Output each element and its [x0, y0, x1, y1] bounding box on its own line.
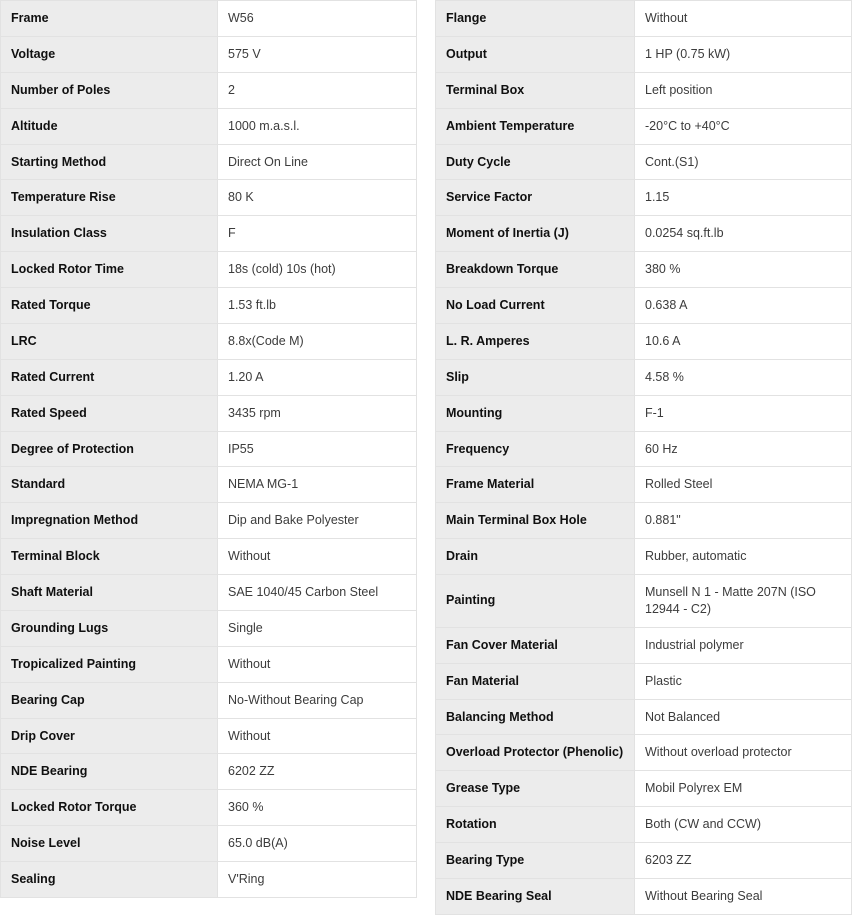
spec-value: 1 HP (0.75 kW): [635, 36, 852, 72]
table-row: [436, 503, 852, 539]
spec-value: 65.0 dB(A): [218, 826, 417, 862]
spec-label: Starting Method: [1, 144, 218, 180]
spec-value: Rolled Steel: [635, 467, 852, 503]
table-row: [436, 575, 852, 628]
spec-label: Bearing Type: [436, 843, 635, 879]
table-row: [1, 503, 417, 539]
spec-label: Frame: [1, 1, 218, 37]
spec-value: 3435 rpm: [218, 395, 417, 431]
spec-value: 4.58 %: [635, 359, 852, 395]
table-row: [436, 359, 852, 395]
spec-value: Without: [635, 1, 852, 37]
spec-label: Rated Current: [1, 359, 218, 395]
spec-value: 80 K: [218, 180, 417, 216]
spec-value: 0.881": [635, 503, 852, 539]
spec-value: 6202 ZZ: [218, 754, 417, 790]
spec-label: Degree of Protection: [1, 431, 218, 467]
spec-label: Grease Type: [436, 771, 635, 807]
spec-value: 1000 m.a.s.l.: [218, 108, 417, 144]
spec-value: W56: [218, 1, 417, 37]
table-row: [436, 288, 852, 324]
table-row: [436, 1, 852, 37]
table-row: [436, 252, 852, 288]
spec-value: Not Balanced: [635, 699, 852, 735]
spec-value: 8.8x(Code M): [218, 323, 417, 359]
spec-value: Plastic: [635, 663, 852, 699]
spec-label: Duty Cycle: [436, 144, 635, 180]
spec-value: 2: [218, 72, 417, 108]
spec-label: Mounting: [436, 395, 635, 431]
table-row: [436, 216, 852, 252]
spec-value: NEMA MG-1: [218, 467, 417, 503]
spec-label: L. R. Amperes: [436, 323, 635, 359]
spec-label: Output: [436, 36, 635, 72]
spec-value: 0.0254 sq.ft.lb: [635, 216, 852, 252]
spec-label: Grounding Lugs: [1, 610, 218, 646]
table-row: [1, 610, 417, 646]
spec-value: 6203 ZZ: [635, 843, 852, 879]
table-row: [1, 718, 417, 754]
table-row: [1, 359, 417, 395]
table-row: [1, 826, 417, 862]
spec-value: 18s (cold) 10s (hot): [218, 252, 417, 288]
table-row: [436, 843, 852, 879]
spec-label: Service Factor: [436, 180, 635, 216]
spec-label: Fan Cover Material: [436, 627, 635, 663]
table-row: [1, 216, 417, 252]
spec-label: Impregnation Method: [1, 503, 218, 539]
spec-label: Flange: [436, 1, 635, 37]
spec-label: Ambient Temperature: [436, 108, 635, 144]
table-row: [1, 144, 417, 180]
table-row: [436, 539, 852, 575]
spec-label: Breakdown Torque: [436, 252, 635, 288]
spec-label: Terminal Box: [436, 72, 635, 108]
spec-value: Industrial polymer: [635, 627, 852, 663]
spec-label: Rated Speed: [1, 395, 218, 431]
spec-value: Without Bearing Seal: [635, 878, 852, 914]
spec-label: Locked Rotor Torque: [1, 790, 218, 826]
spec-value: Single: [218, 610, 417, 646]
table-row: [436, 699, 852, 735]
spec-value: Without overload protector: [635, 735, 852, 771]
table-row: [1, 288, 417, 324]
spec-column-right: [435, 0, 852, 915]
table-row: [1, 1, 417, 37]
table-row: [1, 180, 417, 216]
spec-label: Drip Cover: [1, 718, 218, 754]
spec-value: 575 V: [218, 36, 417, 72]
table-row: [1, 395, 417, 431]
table-row: [1, 431, 417, 467]
spec-label: Insulation Class: [1, 216, 218, 252]
table-row: [1, 575, 417, 611]
spec-table-left: [0, 0, 417, 898]
spec-value: Without: [218, 539, 417, 575]
spec-label: Voltage: [1, 36, 218, 72]
spec-label: Moment of Inertia (J): [436, 216, 635, 252]
table-row: [1, 108, 417, 144]
spec-value: Cont.(S1): [635, 144, 852, 180]
table-row: [436, 771, 852, 807]
spec-value: 360 %: [218, 790, 417, 826]
spec-label: Overload Protector (Phenolic): [436, 735, 635, 771]
spec-label: Number of Poles: [1, 72, 218, 108]
spec-label: Painting: [436, 575, 635, 628]
spec-label: Frequency: [436, 431, 635, 467]
table-row: [436, 467, 852, 503]
spec-label: Shaft Material: [1, 575, 218, 611]
spec-value: 1.15: [635, 180, 852, 216]
spec-value: V'Ring: [218, 862, 417, 898]
spec-label: Noise Level: [1, 826, 218, 862]
table-row: [1, 682, 417, 718]
spec-value: F: [218, 216, 417, 252]
table-row: [1, 72, 417, 108]
table-row: [436, 72, 852, 108]
table-row: [1, 790, 417, 826]
spec-value: IP55: [218, 431, 417, 467]
table-row: [436, 323, 852, 359]
spec-label: Terminal Block: [1, 539, 218, 575]
table-row: [436, 431, 852, 467]
spec-label: NDE Bearing Seal: [436, 878, 635, 914]
table-row: [436, 180, 852, 216]
spec-value: F-1: [635, 395, 852, 431]
spec-value: 0.638 A: [635, 288, 852, 324]
spec-label: No Load Current: [436, 288, 635, 324]
table-row: [1, 467, 417, 503]
spec-label: Standard: [1, 467, 218, 503]
spec-value: Without: [218, 718, 417, 754]
spec-value: 1.20 A: [218, 359, 417, 395]
spec-label: Temperature Rise: [1, 180, 218, 216]
table-row: [1, 646, 417, 682]
spec-label: Bearing Cap: [1, 682, 218, 718]
spec-label: Slip: [436, 359, 635, 395]
table-row: [436, 36, 852, 72]
spec-label: Sealing: [1, 862, 218, 898]
spec-value: Mobil Polyrex EM: [635, 771, 852, 807]
spec-label: LRC: [1, 323, 218, 359]
spec-label: Altitude: [1, 108, 218, 144]
spec-value: 380 %: [635, 252, 852, 288]
spec-label: Drain: [436, 539, 635, 575]
table-row: [436, 627, 852, 663]
spec-value: -20°C to +40°C: [635, 108, 852, 144]
spec-value: Dip and Bake Polyester: [218, 503, 417, 539]
spec-value: Both (CW and CCW): [635, 807, 852, 843]
spec-label: Fan Material: [436, 663, 635, 699]
table-row: [1, 323, 417, 359]
table-row: [436, 144, 852, 180]
table-row: [1, 252, 417, 288]
table-row: [436, 735, 852, 771]
spec-value: Left position: [635, 72, 852, 108]
table-row: [436, 395, 852, 431]
table-row: [436, 108, 852, 144]
table-row: [436, 663, 852, 699]
table-row: [1, 36, 417, 72]
spec-label: Tropicalized Painting: [1, 646, 218, 682]
spec-label: Balancing Method: [436, 699, 635, 735]
spec-value: 10.6 A: [635, 323, 852, 359]
spec-label: Rotation: [436, 807, 635, 843]
spec-label: Main Terminal Box Hole: [436, 503, 635, 539]
spec-value: Direct On Line: [218, 144, 417, 180]
spec-value: No-Without Bearing Cap: [218, 682, 417, 718]
spec-value: Munsell N 1 - Matte 207N (ISO 12944 - C2): [635, 575, 852, 628]
table-row: [1, 754, 417, 790]
table-row: [436, 878, 852, 914]
spec-value: SAE 1040/45 Carbon Steel: [218, 575, 417, 611]
spec-column-left: [0, 0, 417, 898]
spec-value: 60 Hz: [635, 431, 852, 467]
spec-label: NDE Bearing: [1, 754, 218, 790]
spec-value: 1.53 ft.lb: [218, 288, 417, 324]
spec-table-right: [435, 0, 852, 915]
spec-value: Without: [218, 646, 417, 682]
table-row: [1, 539, 417, 575]
table-row: [436, 807, 852, 843]
spec-label: Frame Material: [436, 467, 635, 503]
spec-label: Locked Rotor Time: [1, 252, 218, 288]
table-row: [1, 862, 417, 898]
spec-label: Rated Torque: [1, 288, 218, 324]
spec-value: Rubber, automatic: [635, 539, 852, 575]
